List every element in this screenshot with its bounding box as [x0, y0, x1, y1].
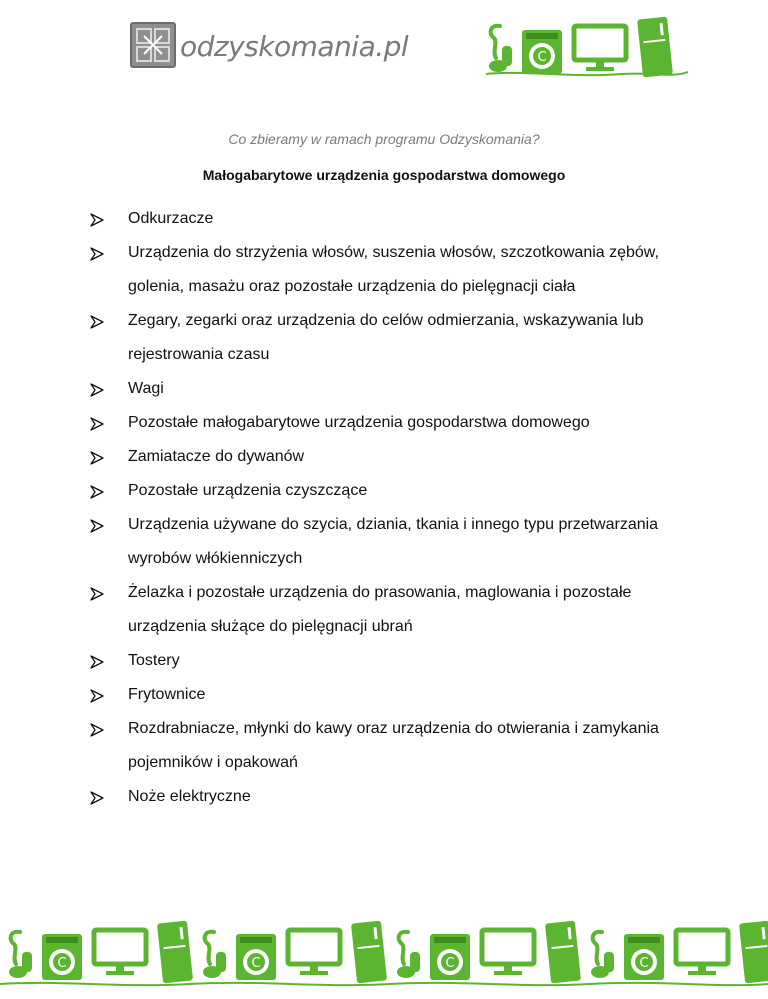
- vacuum-icon: [489, 26, 512, 72]
- list-item: [90, 440, 710, 474]
- items-list: [90, 202, 710, 814]
- list-item-text: Pozostałe małogabarytowe urządzenia gospodarstwa domowego: [128, 414, 590, 431]
- washing-machine-icon: [522, 30, 562, 74]
- arrow-bullet-icon: [90, 383, 104, 397]
- section-title: Małogabarytowe urządzenia gospodarstwa domowego: [202, 167, 566, 183]
- arrow-bullet-icon: [90, 417, 104, 431]
- arrow-bullet-icon: [90, 519, 104, 533]
- arrow-bullet-icon: [90, 689, 104, 703]
- list-item: [90, 304, 710, 372]
- list-item-text: Tostery: [128, 652, 180, 669]
- list-item: [90, 372, 710, 406]
- list-item-text: Zamiatacze do dywanów: [128, 448, 305, 465]
- arrow-bullet-icon: [90, 451, 104, 465]
- list-item-text: Żelazka i pozostałe urządzenia do prasowania, maglowania i pozostałe urządzenia służące do pielęgnacji ubrań: [128, 584, 632, 635]
- list-item-text: Zegary, zegarki oraz urządzenia do celów odmierzania, wskazywania lub rejestrowania czasu: [128, 312, 644, 363]
- arrow-bullet-icon: [90, 655, 104, 669]
- arrow-bullet-icon: [90, 485, 104, 499]
- appliance-group-4: [591, 921, 768, 984]
- header-appliances: [482, 12, 692, 87]
- list-item-text: Odkurzacze: [128, 210, 214, 227]
- appliance-group-2: [203, 921, 387, 984]
- footer-appliances-border: [0, 912, 768, 994]
- list-item: [90, 576, 710, 644]
- list-item-text: Wagi: [128, 380, 164, 397]
- list-item: [90, 236, 710, 304]
- logo-text: odzyskomania.pl: [180, 30, 409, 63]
- list-item: [90, 644, 710, 678]
- svg-text:C: C: [537, 50, 547, 65]
- arrow-bullet-icon: [90, 723, 104, 737]
- list-item: [90, 712, 710, 780]
- list-item: [90, 202, 710, 236]
- list-item-text: Noże elektryczne: [128, 788, 251, 805]
- fridge-icon: [637, 17, 673, 78]
- list-item: [90, 508, 710, 576]
- logo-icon: [130, 22, 176, 68]
- arrow-bullet-icon: [90, 791, 104, 805]
- list-item-text: Rozdrabniacze, młynki do kawy oraz urządzenia do otwierania i zamykania pojemników i opakowań: [128, 720, 659, 771]
- list-item-text: Pozostałe urządzenia czyszczące: [128, 482, 368, 499]
- list-item: [90, 780, 710, 814]
- arrow-bullet-icon: [90, 247, 104, 261]
- header: [0, 0, 768, 110]
- subtitle: Co zbieramy w ramach programu Odzyskomania?: [228, 131, 540, 147]
- list-item: [90, 406, 710, 440]
- arrow-bullet-icon: [90, 587, 104, 601]
- appliance-group-1: [9, 921, 193, 984]
- list-item-text: Frytownice: [128, 686, 206, 703]
- arrow-bullet-icon: [90, 213, 104, 227]
- monitor-icon: [574, 26, 626, 71]
- list-item: [90, 474, 710, 508]
- list-item-text: Urządzenia używane do szycia, dziania, tkania i innego typu przetwarzania wyrobów włókienniczych: [128, 516, 659, 567]
- arrow-bullet-icon: [90, 315, 104, 329]
- list-item-text: Urządzenia do strzyżenia włosów, suszenia włosów, szczotkowania zębów, golenia, masażu oraz pozostałe urządzenia do pielęgnacji ciała: [128, 244, 659, 295]
- list-item: [90, 678, 710, 712]
- appliance-group-3: [397, 921, 581, 984]
